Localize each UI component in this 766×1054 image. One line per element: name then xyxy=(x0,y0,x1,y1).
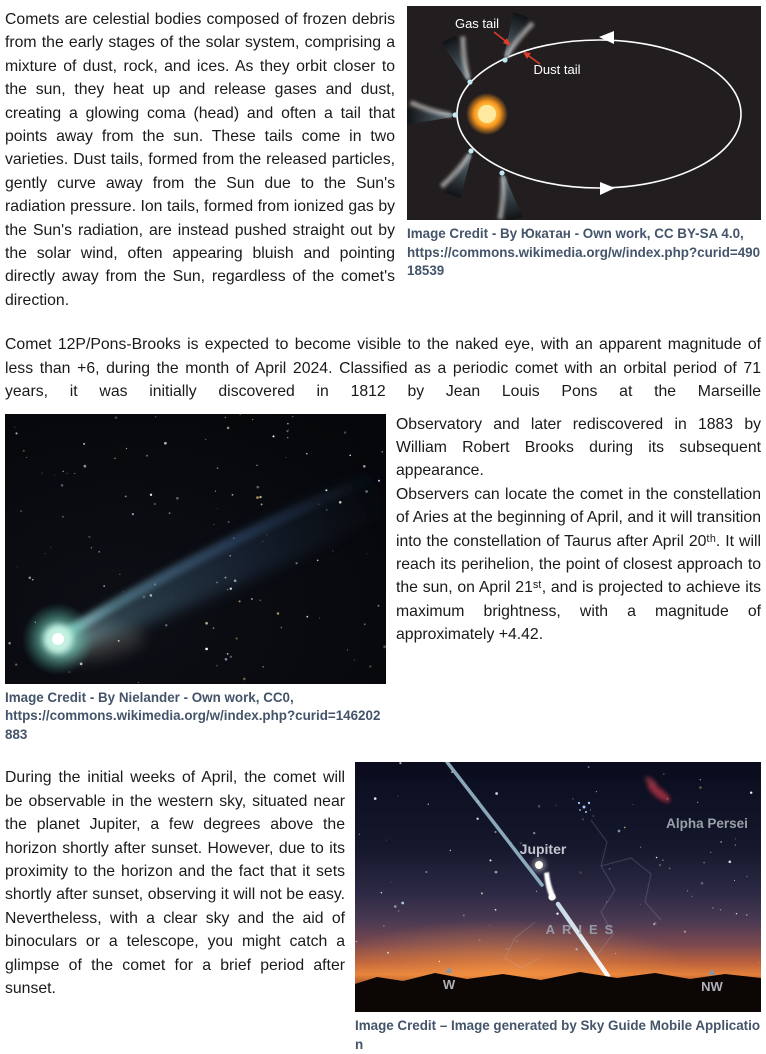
comet-photo xyxy=(5,414,386,684)
horizon-silhouette xyxy=(355,972,761,1012)
section-pons-brooks xyxy=(5,333,761,403)
orbit-image-credit xyxy=(407,225,761,281)
paragraph-pons-brooks-part2: Observatory and later rediscovered in 1883 by William Robert Brooks during its subsequent appearance. xyxy=(396,415,761,480)
credit-text: Image Credit - By Nielander - Own work, CC0, xyxy=(5,689,294,705)
comet-photo-figure xyxy=(5,414,386,745)
comet-nucleus xyxy=(52,633,64,645)
comet-head xyxy=(548,894,555,901)
sky-chart-figure xyxy=(355,762,761,1054)
credit-url: https://commons.wikimedia.org/w/index.php?curid=146202883 xyxy=(5,708,381,742)
paragraph-locating-comet: Observers can locate the comet in the constellation of Aries at the beginning of April, and it will transition into the constellation of Taurus after April 20ᵗʰ. It will reach its perihelion, the point of closest approach to the sun, on April 21ˢᵗ, and is projected to achieve its maximum brightness, with a magnitude of approximately +4.42. xyxy=(396,485,761,644)
dust-tail-label: Dust tail xyxy=(533,62,581,77)
section-observation xyxy=(5,413,761,745)
comet-orbit-diagram xyxy=(407,6,761,220)
aries-label: ARIES xyxy=(545,922,621,938)
west-label: W xyxy=(442,977,456,993)
paragraph-comets-intro: Comets are celestial bodies composed of frozen debris from the early stages of the solar system, comprising a mixture of dust, rock, and ices. As they orbit closer to the sun, they heat up and release gases and dust, creating a glowing coma (head) and often a tail that points away from the sun. These tails come in two varieties. Dust tails, formed from the released particles, gently curve away from the Sun due to the Sun's radiation pressure. Ion tails, formed from ionized gas by the Sun's radiation, are instead pushed straight out by the solar wind, often appearing bluish and pointing directly away from the Sun, regardless of the comet's direction. xyxy=(5,11,395,309)
paragraph-pons-brooks-part1: Comet 12P/Pons-Brooks is expected to become visible to the naked eye, with an apparent magnitude of less than +6, during the month of April 2024. Classified as a periodic comet with an orbital period of 71 years, it was initially discovered in 1812 by Jean Louis Pons at the Marseille xyxy=(5,336,761,401)
gas-tail-label: Gas tail xyxy=(454,16,500,31)
northwest-label: NW xyxy=(701,979,723,995)
jupiter-dot xyxy=(535,861,543,869)
jupiter-label: Jupiter xyxy=(519,841,567,858)
credit-text: Image Credit – Image generated by Sky Guide Mobile Application xyxy=(355,1018,761,1052)
photo-image-credit xyxy=(5,689,386,745)
sky-image-credit xyxy=(355,1017,761,1054)
credit-url: https://commons.wikimedia.org/w/index.php?curid=49018539 xyxy=(407,244,761,279)
paragraph-april-viewing: During the initial weeks of April, the comet will be observable in the western sky, situated near the planet Jupiter, a few degrees above the horizon shortly after sunset. However, due to its proximity to the horizon and the fact that it sets shortly after sunset, observing it will not be easy. Nevertheless, with a clear sky and the aid of binoculars or a telescope, you might catch a glimpse of the comet for a brief period after sunset. xyxy=(5,769,345,997)
credit-text: Image Credit - By Юкатан - Own work, CC BY-SA 4.0, xyxy=(407,226,744,241)
sky-chart xyxy=(355,762,761,1012)
section-intro xyxy=(5,8,761,312)
alpha-persei-label: Alpha Persei xyxy=(666,816,748,832)
sun-icon xyxy=(478,105,496,123)
section-april-viewing xyxy=(5,766,761,1054)
comet-orbit-figure xyxy=(407,6,761,281)
